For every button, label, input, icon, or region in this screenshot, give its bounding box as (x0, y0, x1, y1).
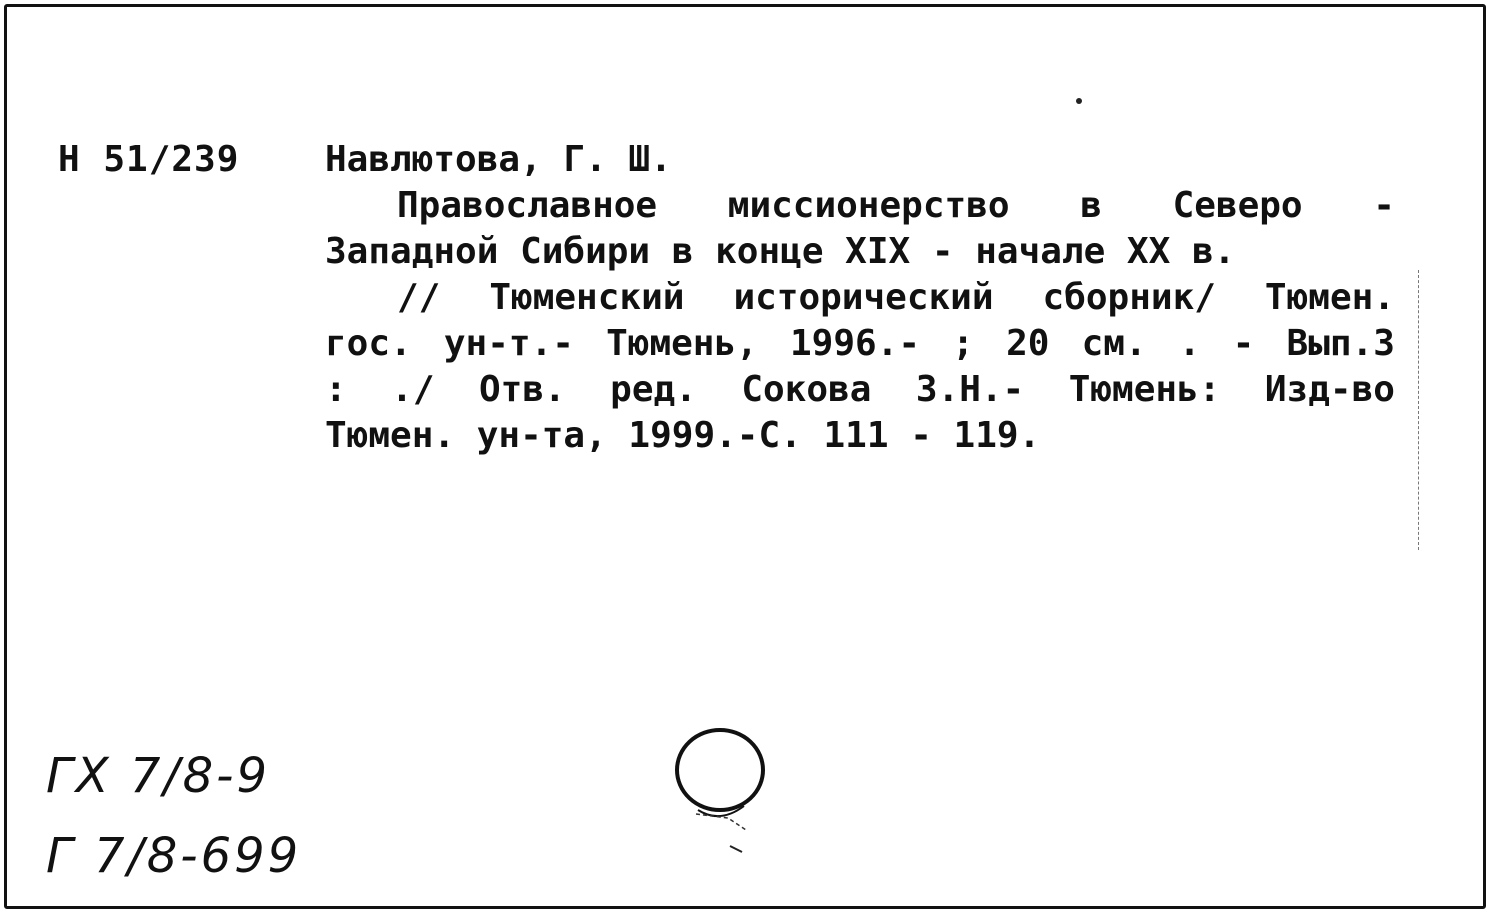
word: . (1178, 323, 1201, 364)
word: ; (952, 323, 974, 364)
word: Тюмень, (606, 323, 758, 364)
word: : (325, 369, 347, 410)
word: Тюмень: (1068, 369, 1221, 410)
word: Тюменский (489, 277, 685, 318)
word: З.Н.- (915, 369, 1025, 410)
word: - (1373, 185, 1395, 226)
word: - (1232, 323, 1255, 364)
handwritten-shelf-note-1: ГХ 7/8-9 (46, 748, 270, 804)
word: ун-т.- (443, 323, 574, 364)
source-line-1 (325, 275, 1395, 321)
word: Православное (397, 185, 658, 226)
word: исторический (733, 277, 994, 318)
call-number: Н 51/239 (58, 139, 240, 180)
bibliographic-entry (325, 137, 1395, 459)
word: Сокова (741, 369, 872, 410)
word: Отв. (478, 369, 566, 410)
source-line-2 (325, 321, 1395, 367)
word: в (1080, 185, 1102, 226)
word: ./ (391, 369, 435, 410)
word: сборник/ (1042, 277, 1216, 318)
word: Изд-во (1264, 369, 1395, 410)
word: 1996.- (789, 323, 921, 364)
word: Северо (1172, 185, 1303, 226)
word: 20 (1006, 323, 1050, 364)
punch-hole (668, 714, 778, 864)
ink-speck (1076, 98, 1082, 104)
source-line-4: Тюмен. ун-та, 1999.-С. 111 - 119. (325, 415, 1041, 456)
word: см. (1081, 323, 1147, 364)
word: Вып.3 (1286, 323, 1395, 364)
margin-dashes (1418, 270, 1419, 550)
word: // (397, 277, 441, 318)
title-line-1 (325, 183, 1395, 229)
word: миссионерство (727, 185, 1010, 226)
handwritten-shelf-note-2: Г 7/8-699 (46, 828, 302, 884)
source-line-3 (325, 367, 1395, 413)
title-line-2: Западной Сибири в конце XIX - начале XX в. (325, 231, 1236, 272)
word: гос. (325, 323, 412, 364)
author-line: Навлютова, Г. Ш. (325, 139, 672, 180)
word: Тюмен. (1264, 277, 1395, 318)
word: ред. (610, 369, 697, 410)
